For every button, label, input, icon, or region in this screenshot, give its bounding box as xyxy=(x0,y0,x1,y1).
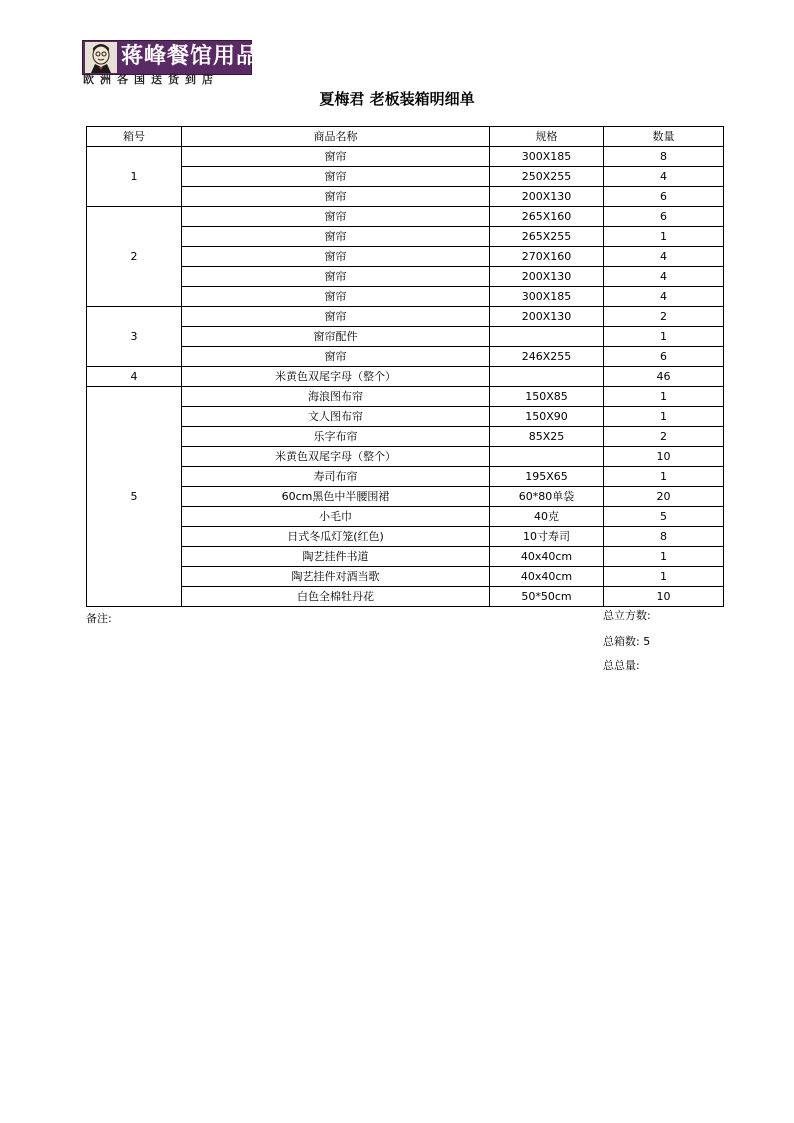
brand-tagline: 欧洲各国送货到店 xyxy=(83,73,219,86)
table-row xyxy=(87,507,724,527)
spec-cell: 195X65 xyxy=(490,467,604,487)
brand-logo xyxy=(82,40,260,88)
spec-cell xyxy=(490,447,604,467)
item-name-cell: 日式冬瓜灯笼(红色) xyxy=(182,527,490,547)
brand-name: 蒋峰餐馆用品 xyxy=(121,44,260,69)
quantity-cell: 1 xyxy=(604,407,724,427)
spec-cell: 40克 xyxy=(490,507,604,527)
quantity-cell: 10 xyxy=(604,587,724,607)
box-number-cell: 5 xyxy=(87,387,182,607)
item-name-cell: 窗帘 xyxy=(182,307,490,327)
table-row xyxy=(87,267,724,287)
table-row xyxy=(87,287,724,307)
box-number-cell: 4 xyxy=(87,367,182,387)
item-name-cell: 米黄色双尾字母（整个） xyxy=(182,367,490,387)
quantity-cell: 1 xyxy=(604,567,724,587)
table-row xyxy=(87,487,724,507)
quantity-cell: 5 xyxy=(604,507,724,527)
item-name-cell: 窗帘 xyxy=(182,287,490,307)
item-name-cell: 窗帘配件 xyxy=(182,327,490,347)
quantity-cell: 6 xyxy=(604,347,724,367)
item-name-cell: 60cm黑色中半腰围裙 xyxy=(182,487,490,507)
document-title: 夏梅君 老板装箱明细单 xyxy=(319,90,475,108)
table-row xyxy=(87,567,724,587)
quantity-cell: 1 xyxy=(604,227,724,247)
spec-cell: 60*80单袋 xyxy=(490,487,604,507)
table-row xyxy=(87,247,724,267)
spec-cell: 200X130 xyxy=(490,267,604,287)
table-row xyxy=(87,147,724,167)
table-row xyxy=(87,547,724,567)
table-row xyxy=(87,427,724,447)
item-name-cell: 文人图布帘 xyxy=(182,407,490,427)
quantity-cell: 4 xyxy=(604,287,724,307)
header-item-name: 商品名称 xyxy=(182,127,490,147)
packing-list-table xyxy=(86,126,724,607)
brand-banner xyxy=(82,40,260,75)
table-row xyxy=(87,407,724,427)
spec-cell xyxy=(490,367,604,387)
table-row xyxy=(87,367,724,387)
quantity-cell: 2 xyxy=(604,307,724,327)
total-boxes-value: 5 xyxy=(643,635,651,648)
total-boxes-label: 总箱数: xyxy=(603,635,640,648)
item-name-cell: 窗帘 xyxy=(182,187,490,207)
item-name-cell: 陶艺挂件对酒当歌 xyxy=(182,567,490,587)
spec-cell: 85X25 xyxy=(490,427,604,447)
table-row xyxy=(87,187,724,207)
table-row xyxy=(87,167,724,187)
item-name-cell: 窗帘 xyxy=(182,267,490,287)
quantity-cell: 8 xyxy=(604,527,724,547)
table-row xyxy=(87,307,724,327)
spec-cell: 50*50cm xyxy=(490,587,604,607)
quantity-cell: 10 xyxy=(604,447,724,467)
quantity-cell: 4 xyxy=(604,167,724,187)
table-row xyxy=(87,527,724,547)
spec-cell: 40x40cm xyxy=(490,547,604,567)
spec-cell: 265X160 xyxy=(490,207,604,227)
item-name-cell: 寿司布帘 xyxy=(182,467,490,487)
quantity-cell: 1 xyxy=(604,547,724,567)
quantity-cell: 1 xyxy=(604,387,724,407)
quantity-cell: 20 xyxy=(604,487,724,507)
spec-cell: 250X255 xyxy=(490,167,604,187)
box-number-cell: 3 xyxy=(87,307,182,367)
total-boxes xyxy=(603,635,650,649)
table-row xyxy=(87,347,724,367)
table-row xyxy=(87,467,724,487)
table-row xyxy=(87,327,724,347)
spec-cell: 300X185 xyxy=(490,147,604,167)
quantity-cell: 6 xyxy=(604,207,724,227)
spec-cell: 270X160 xyxy=(490,247,604,267)
item-name-cell: 窗帘 xyxy=(182,347,490,367)
box-number-cell: 2 xyxy=(87,207,182,307)
table-row xyxy=(87,447,724,467)
quantity-cell: 4 xyxy=(604,267,724,287)
table-header-row xyxy=(87,127,724,147)
item-name-cell: 窗帘 xyxy=(182,207,490,227)
item-name-cell: 窗帘 xyxy=(182,247,490,267)
header-spec: 规格 xyxy=(490,127,604,147)
spec-cell: 40x40cm xyxy=(490,567,604,587)
table-row xyxy=(87,587,724,607)
spec-cell: 300X185 xyxy=(490,287,604,307)
spec-cell: 200X130 xyxy=(490,187,604,207)
header-quantity: 数量 xyxy=(604,127,724,147)
spec-cell: 200X130 xyxy=(490,307,604,327)
box-number-cell: 1 xyxy=(87,147,182,207)
quantity-cell: 6 xyxy=(604,187,724,207)
item-name-cell: 乐字布帘 xyxy=(182,427,490,447)
table-row xyxy=(87,387,724,407)
item-name-cell: 小毛巾 xyxy=(182,507,490,527)
quantity-cell: 2 xyxy=(604,427,724,447)
item-name-cell: 白色全棉牡丹花 xyxy=(182,587,490,607)
spec-cell: 246X255 xyxy=(490,347,604,367)
spec-cell xyxy=(490,327,604,347)
quantity-cell: 46 xyxy=(604,367,724,387)
quantity-cell: 8 xyxy=(604,147,724,167)
header-box-no: 箱号 xyxy=(87,127,182,147)
remarks-label: 备注: xyxy=(86,612,112,625)
spec-cell: 150X85 xyxy=(490,387,604,407)
item-name-cell: 米黄色双尾字母（整个） xyxy=(182,447,490,467)
item-name-cell: 窗帘 xyxy=(182,227,490,247)
quantity-cell: 1 xyxy=(604,327,724,347)
item-name-cell: 陶艺挂件书道 xyxy=(182,547,490,567)
spec-cell: 265X255 xyxy=(490,227,604,247)
item-name-cell: 海浪图布帘 xyxy=(182,387,490,407)
spec-cell: 150X90 xyxy=(490,407,604,427)
total-weight-label: 总总量: xyxy=(603,659,640,672)
quantity-cell: 4 xyxy=(604,247,724,267)
chef-portrait-icon xyxy=(85,42,117,73)
quantity-cell: 1 xyxy=(604,467,724,487)
item-name-cell: 窗帘 xyxy=(182,167,490,187)
table-row xyxy=(87,207,724,227)
total-volume-label: 总立方数: xyxy=(603,609,651,622)
item-name-cell: 窗帘 xyxy=(182,147,490,167)
table-row xyxy=(87,227,724,247)
spec-cell: 10寸寿司 xyxy=(490,527,604,547)
